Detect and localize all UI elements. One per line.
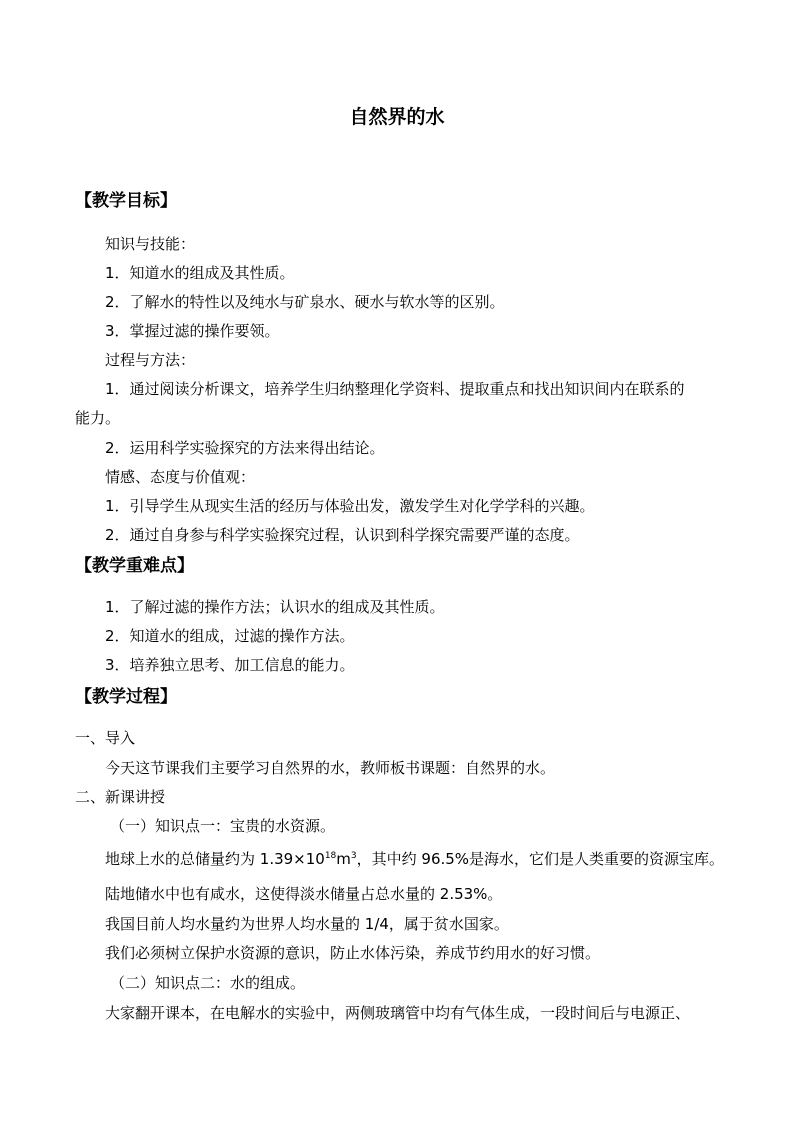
emotion-values-heading: 情感、态度与价值观： [105, 468, 256, 486]
section-heading-process: 【教学过程】 [75, 687, 177, 707]
intro-heading: 一、导入 [75, 729, 136, 747]
intro-text: 今天这节课我们主要学习自然界的水，教师板书课题：自然界的水。 [105, 759, 556, 777]
method-item-2: 2．运用科学实验探究的方法来得出结论。 [105, 439, 385, 457]
key-point-3: 3．培养独立思考、加工信息的能力。 [105, 656, 355, 674]
exponent-18: 18 [324, 851, 337, 861]
knowledge-skills-heading: 知识与技能： [105, 235, 196, 253]
section-heading-objectives: 【教学目标】 [75, 191, 177, 211]
protect-water-text: 我们必须树立保护水资源的意识，防止水体污染，养成节约用水的好习惯。 [105, 944, 601, 962]
knowledge-item-2: 2．了解水的特性以及纯水与矿泉水、硬水与软水等的区别。 [105, 293, 505, 311]
process-method-heading: 过程与方法： [105, 351, 196, 369]
section-heading-key-points: 【教学重难点】 [75, 556, 194, 576]
salt-water-text: 陆地储水中也有咸水，这使得淡水储量占总水量的 2.53%。 [105, 885, 503, 903]
method-item-1-continued: 能力。 [75, 409, 121, 427]
emotion-item-1: 1．引导学生从现实生活的经历与体验出发，激发学生对化学学科的兴趣。 [105, 497, 595, 515]
water-total-rest: ，其中约 96.5%是海水，它们是人类重要的资源宝库。 [356, 850, 725, 868]
exponent-3: 3 [350, 851, 357, 861]
knowledge-item-1: 1．知道水的组成及其性质。 [105, 264, 295, 282]
per-capita-text: 我国目前人均水量约为世界人均水量的 1/4，属于贫水国家。 [105, 915, 509, 933]
knowledge-item-3: 3．掌握过滤的操作要领。 [105, 322, 280, 340]
key-point-2: 2．知道水的组成，过滤的操作方法。 [105, 627, 355, 645]
method-item-1: 1．通过阅读分析课文，培养学生归纳整理化学资料、提取重点和找出知识间内在联系的 [105, 380, 685, 398]
page-title: 自然界的水 [349, 106, 445, 128]
knowledge-point-1-heading: （一）知识点一：宝贵的水资源。 [110, 817, 336, 835]
water-total-text: 地球上水的总储量约为 1.39×10 [105, 850, 325, 868]
key-point-1: 1．了解过滤的操作方法；认识水的组成及其性质。 [105, 598, 445, 616]
electrolysis-text: 大家翻开课本，在电解水的实验中，两侧玻璃管中均有气体生成，一段时间后与电源正、 [105, 1004, 691, 1022]
knowledge-point-2-heading: （二）知识点二：水的组成。 [110, 974, 306, 992]
unit-m: m [336, 850, 351, 868]
new-lesson-heading: 二、新课讲授 [75, 788, 166, 806]
water-total-paragraph [105, 848, 724, 870]
emotion-item-2: 2．通过自身参与科学实验探究过程，认识到科学探究需要严谨的态度。 [105, 526, 580, 544]
